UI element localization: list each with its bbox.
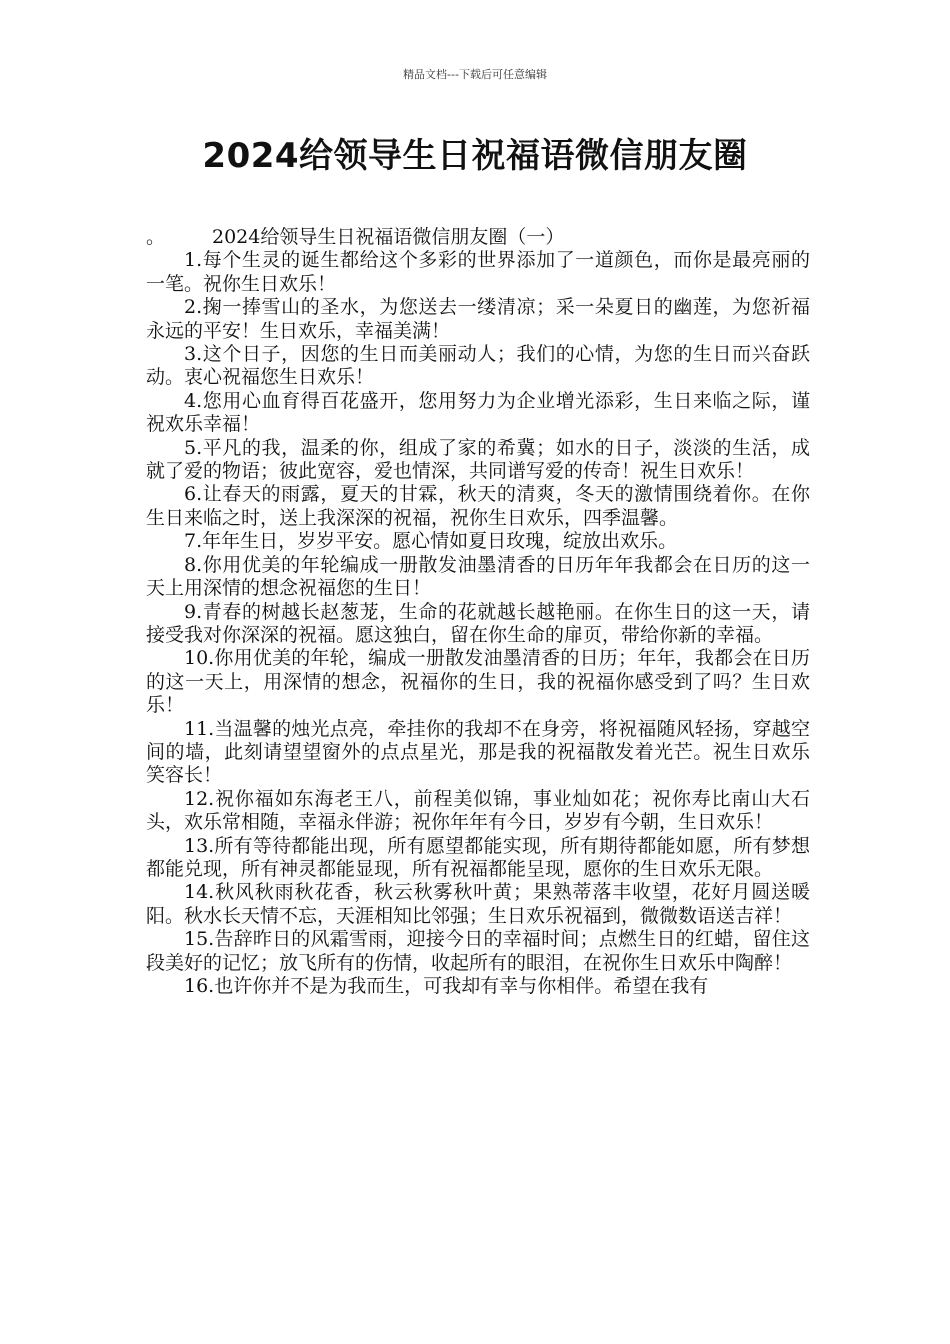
header-note: 精品文档---下载后可任意编辑 [403,68,547,81]
paragraph-1: 1.每个生灵的诞生都给这个多彩的世界添加了一道颜色，而你是最亮丽的一笔。祝你生日欢乐！ [146,249,810,295]
paragraph-3: 3.这个日子，因您的生日而美丽动人；我们的心情，为您的生日而兴奋跃动。衷心祝福您生日欢乐！ [146,343,810,389]
paragraph-5: 5.平凡的我，温柔的你，组成了家的希冀；如水的日子，淡淡的生活，成就了爱的物语；彼此宽容，爱也情深，共同谱写爱的传奇！祝生日欢乐！ [146,436,810,483]
paragraph-11: 11.当温馨的烛光点亮，牵挂你的我却不在身旁，将祝福随风轻扬，穿越空间的墙，此刻请望望窗外的点点星光，那是我的祝福散发着光芒。祝生日欢乐笑容长！ [146,717,810,787]
paragraph-6: 6.让春天的雨露，夏天的甘霖，秋天的清爽，冬天的激情围绕着你。在你生日来临之时，送上我深深的祝福，祝你生日欢乐，四季温馨。 [146,483,810,529]
paragraph-7: 7.年年生日，岁岁平安。愿心情如夏日玫瑰，绽放出欢乐。 [184,530,678,553]
paragraph-13: 13.所有等待都能出现，所有愿望都能实现，所有期待都能如愿，所有梦想都能兑现，所有神灵都能显现，所有祝福都能呈现，愿你的生日欢乐无限。 [146,834,810,880]
paragraph-9: 9.青春的树越长赵葱茏，生命的花就越长越艳丽。在你生日的这一天，请接受我对你深深的祝福。愿这独白，留在你生命的扉页，带给你新的幸福。 [146,600,810,646]
paragraph-2: 2.掬一捧雪山的圣水，为您送去一缕清凉；采一朵夏日的幽莲，为您祈福永远的平安！生日欢乐，幸福美满！ [146,296,810,342]
paragraph-10: 10.你用优美的年轮，编成一册散发油墨清香的日历；年年，我都会在日历的这一天上，用深情的想念，祝福你的生日，我的祝福你感受到了吗？生日欢乐！ [146,647,810,717]
paragraph-8: 8.你用优美的年轮编成一册散发油墨清香的日历年年我都会在日历的这一天上用深情的想念祝福您的生日！ [146,553,810,600]
paragraph-16: 16.也许你并不是为我而生，可我却有幸与你相伴。希望在我有 [184,975,709,997]
paragraph-15: 15.告辞昨日的风霜雪雨，迎接今日的幸福时间；点燃生日的红蜡，留住这段美好的记忆；放飞所有的伤情，收起所有的眼泪，在祝你生日欢乐中陶醉！ [146,928,810,974]
document-body [146,226,810,998]
document-title: 2024给领导生日祝福语微信朋友圈 [202,136,748,176]
paragraph-12: 12.祝你福如东海老王八，前程美似锦，事业灿如花；祝你寿比南山大石头，欢乐常相随，幸福永伴游；祝你年年有今日，岁岁有今朝，生日欢乐！ [146,787,810,834]
paragraph-4: 4.您用心血育得百花盛开，您用努力为企业增光添彩，生日来临之际，谨祝欢乐幸福！ [146,389,810,436]
subtitle-text: 2024给领导生日祝福语微信朋友圈（一） [212,226,565,248]
subtitle-prefix: 。 [146,226,166,248]
section-subtitle [146,226,810,249]
paragraph-14: 14.秋风秋雨秋花香，秋云秋雾秋叶黄；果熟蒂落丰收望，花好月圆送暖阳。秋水长天情不忘，天涯相知比邻强；生日欢乐祝福到，微微数语送吉祥！ [146,881,810,927]
